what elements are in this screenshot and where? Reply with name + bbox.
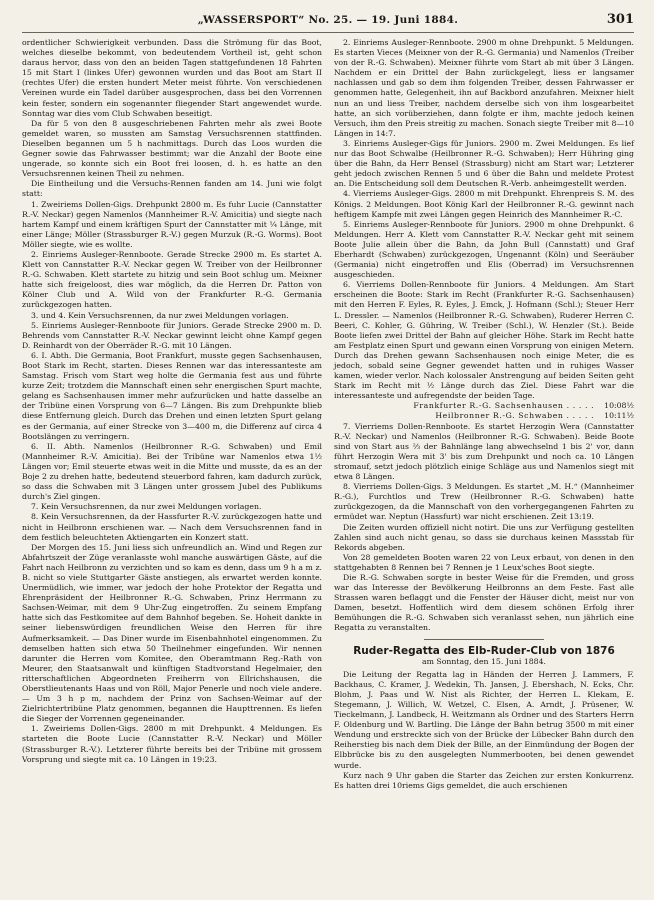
paragraph: 6. I. Abth. Die Germania, Boot Frankfurt, musste gegen Sachsenhausen, Boot Stark im Recht, starten. Dieses Rennen war das interessanteste am Samstag. Frisch vom Start weg holte die Germania fest aus und führte kurze Zeit; trotzdem die Mannschaft einen sehr energischen Spurt machte, gelang es Sachsenhausen immer mehr aufzurücken und hatte dasselbe an der Tribüne einen Vorsprung von 6—7 Längen. Bis zum Drehpunkte blieb diese Entfernung gleich. Durch das Drehen und einen letzten Spurt gelang es der Germania, auf einer Strecke von 3—400 m, die Differenz auf circa 4 Bootslängen zu verringern. xyxy=(22,350,322,441)
right-column-continued-text xyxy=(334,422,634,634)
paragraph: 1. Zweiriems Dollen-Gigs. Drehpunkt 2800 m. Es fuhr Lucie (Cannstatter R.-V. Neckar) gegen Namenlos (Mannheimer R.-V. Amicitia) und siegte nach hartem Kampf und einem kräftigen Spurt der Cannstatter mit ¼ Länge, mit einer Länge; Möller (Strassburger R.-V.) gegen Murzuk (R.-G. Worms). Boot Möller siegte, wie es wollte. xyxy=(22,199,322,249)
paragraph: ordentlicher Schwierigkeit verbunden. Dass die Strömung für das Boot, welches dieselbe bekommt, von bedeutendem Vortheil ist, geht schon daraus hervor, dass von den an beiden Tagen stattgefundenen 18 Fahrten 15 mit Start I (linkes Ufer) gewonnen wurden und das Boot am Start II (rechtes Ufer) die ersten hundert Meter meist führte. Von verschiedenen Vereinen wurde ein Tadel darüber ausgesprochen, dass bei den Vorrennen kein fester, sondern ein sogenannter fliegender Start angewendet wurde. Sonntag war dies vom Club Schwaben beseitigt. xyxy=(22,38,322,118)
paragraph: 6. II. Abth. Namenlos (Heilbronner R.-G. Schwaben) und Emil (Mannheimer R.-V. Amicitia). Bei der Tribüne war Namenlos etwa 1½ Längen vor; Emil steuerte etwas weit in die Mitte und musste, da es an der Boje 2 zu drehen hatte, bedeutend steuerbord fahren, kam dadurch zurück, so dass die Schwaben mit 3 Längen unter grossem Jubel des Publikums durch's Ziel gingen. xyxy=(22,441,322,502)
paragraph: 4. Vierriems Ausleger-Gigs. 2800 m mit Drehpunkt. Ehrenpreis S. M. des Königs. 2 Meldungen. Boot König Karl der Heilbronner R.-G. gewinnt nach heftigem Kampfe mit zwei Längen gegen Heinrich des Mannheimer R.-C. xyxy=(334,189,634,219)
paragraph: Die Zeiten wurden offiziell nicht notirt. Die uns zur Verfügung gestellten Zahlen sind auch nicht genau, so dass sie durchaus keinen Massstab für Rekords abgeben. xyxy=(334,522,634,552)
result-club: Heilbronner R.-G. Schwaben . . . . . xyxy=(435,411,595,421)
page-header-title: „WASSERSPORT“ No. 25. — 19. Juni 1884. xyxy=(197,14,459,26)
right-column-results-text xyxy=(334,38,634,401)
left-column xyxy=(22,38,322,791)
result-time: 10:11½ xyxy=(604,411,634,421)
section-title: Ruder-Regatta des Elb-Ruder-Club von 1876 xyxy=(353,644,615,657)
page-number: 301 xyxy=(606,12,634,27)
paragraph: 8. Vierriems Dollen-Gigs. 3 Meldungen. Es startet „M. H.“ (Mannheimer R.-G.), Furchtlos und Trew (Heilbronner R.-G. Schwaben) hatte zurückgezogen, da die Mannschaft von den vorhergegangenen Fahrten zu ermüdet war. Neptun (Hassfurt) war nicht erschienen. Zeit 13:19. xyxy=(334,482,634,522)
paragraph: 1. Zweiriems Dollen-Gigs. 2800 m mit Drehpunkt. 4 Meldungen. Es starteten die Boote Lucie (Cannstatter R.-V. Neckar) und Möller (Strassburger R.-V.). Letzterer führte bereits bei der Tribüne mit grossem Vorsprung und siegte mit ca. 10 Längen in 19:23. xyxy=(22,724,322,764)
result-row xyxy=(334,401,634,411)
section-divider xyxy=(424,639,544,640)
paragraph: 6. Vierriems Dollen-Rennboote für Juniors. 4 Meldungen. Am Start erscheinen die Boote: Stark im Recht (Frankfurter R.-G. Sachsenhausen) mit den Herren F. Eyles, R. Eyles, J. Emck, J. Hofmann (Schl.); Steuer Herr L. Dressler. — Namenlos (Heilbronner R.-G. Schwaben), Ruderer Herren C. Beeri, C. Kohler, G. Gühring, W. Treiber (Schl.), W. Henzler (St.). Beide Boote liefen zwei Drittel der Bahn auf gleicher Höhe. Stark im Recht hatte am Festplatz einen Spurt und gewann einen Vorsprung von einigen Metern. Durch das Drehen gewann Sachsenhausen noch einige Meter, die es jedoch, sobald seine Gegner gewendet hatten und in ruhiges Wasser kamen, wieder verlor. Nach kolossaler Anstrengung auf beiden Seiten geht Stark im Recht mit ½ Länge durch das Ziel. Diese Fahrt war die interessanteste und aufregendste der beiden Tage. xyxy=(334,280,634,401)
page-header xyxy=(22,14,634,33)
race-results-table xyxy=(334,401,634,421)
paragraph: 7. Vierriems Dollen-Rennboote. Es startet Herzogin Wera (Cannstatter R.-V. Neckar) und Namenlos (Heilbronner R.-G. Schwaben). Beide Boote sind von Start aus ⅔ der Bahnlänge lang abwechselnd 1 bis 2' vor, dann führt Herzogin Wera mit 3' bis zum Drehpunkt und noch ca. 10 Längen stromauf, setzt jedoch plötzlich einige Schläge aus und Namenlos siegt mit etwa 8 Längen. xyxy=(334,421,634,482)
paragraph: 5. Einriems Ausleger-Rennboote für Juniors. 2900 m ohne Drehpunkt. 6 Meldungen. Herr A. Klett vom Cannstatter R.-V. Neckar geht mit seinem Boote Julie allein über die Bahn, da John Bull (Cannstatt) und Graf Eberhardt (Schwaben) zurückgezogen, Ungenannt (Köln) und Seeräuber (Germania) nicht eingetroffen und Elis (Oberrad) im Versuchsrennen ausgeschieden. xyxy=(334,219,634,280)
paragraph: 8. Kein Versuchsrennen, da der Hassfurter R.-V. zurückgezogen hatte und nicht in Heilbronn erschienen war. — Nach dem Versuchsrennen fand in dem festlich beleuchteten Aktiengarten ein Konzert statt. xyxy=(22,512,322,542)
result-club: Frankfurter R.-G. Sachsenhausen . . . . . xyxy=(413,401,595,411)
paragraph: 5. Einriems Ausleger-Rennboote für Juniors. Gerade Strecke 2900 m. D. Behrends vom Cannstatter R.-V. Neckar gewinnt leicht ohne Kampf gegen D. Reinhardt von der Oberräder R.-G. mit 10 Längen. xyxy=(22,320,322,350)
right-column xyxy=(334,38,634,791)
paragraph: Die Leitung der Regatta lag in Händen der Herren J. Lammers, F. Backhaus, C. Kramer, J. Wedekin, Th. Jansen, J. Ebershach, N. Ecks, Chr. Blohm, J. Paas und W. Nist als Richter, der Herren L. Klekam, E. Stegemann, J. Willich, W. Wetzel, C. Elsen, A. Arndt, J. Prüsener, W. Tieckelmann, J. Landbeck, H. Weitzmann als Ordner und des Starters Herrn F. Oldenburg und W. Bartling. Die Länge der Bahn betrug 3500 m mit einer Wendung und erstreckte sich von der Brücke der Lübecker Bahn durch den Reiherstieg bis nach dem Diek der Bille, an der Einmündung der Bogen der Elbbrücke bis zu den ausgelegten Nummerbooten, bei denen gewendet wurde. xyxy=(334,669,634,770)
paragraph: 7. Kein Versuchsrennen, da nur zwei Meldungen vorlagen. xyxy=(31,502,262,512)
result-row xyxy=(334,411,634,421)
paragraph: Von 28 gemeldeten Booten waren 22 von Leux erbaut, von denen in den stattgehabten 8 Rennen bei 7 Rennen je 1 Leux'sches Boot siegte. xyxy=(334,552,634,572)
paragraph: 3. Einriems Ausleger-Gigs für Juniors. 2900 m. Zwei Meldungen. Es lief nur das Boot Schwalbe (Heilbronner R.-G. Schwaben); Herr Hühring ging über die Bahn, da Herr Bensel (Strassburg) nicht am Start war; Letzterer geht jedoch zwischen Rennen 5 und 6 über die Bahn und meldete Protest an. Die Entscheidung soll dem Deutschen R.-Verb. anheimgestellt werden. xyxy=(334,138,634,189)
paragraph: Der Morgen des 15. Juni liess sich unfreundlich an. Wind und Regen zur Abfahrtszeit der Züge veranlasste wohl manche auswärtigen Gäste, auf die Fahrt nach Heilbronn zu verzichten und so kam es denn, dass um 9 h a m z. B. nicht so viele Stuttgarter Gäste anstiegen, als erwartet werden konnte. Unermüdlich, wie immer, war jedoch der hohe Protektor der Regatta und Ehrenpräsident der Heilbronner R.-G. Schwaben, Prinz Herrmann zu Sachsen-Weimar, mit dem 9 Uhr-Zug eingetroffen. Zu seinem Empfang hatte sich das Festkomitee auf dem Bahnhof begeben. Se. Hoheit dankte in seiner liebenswürdigen freundlichen Weise den Herren für ihre Aufmerksamkeit. — Das Diner wurde im Eisenbahnhotel eingenommen. Zu demselben hatten sich etwa 50 Theilnehmer eingefunden. Wir nennen darunter die Herren vom Komitee, den Oberamtmann Reg.-Rath von Meurer, den Staatsanwalt und künftigen Stadtvorstand Hegelmaier, den ritterschaftlichen Abgeordneten Freiherrn von Ellrichshausen, die Oberstlieutenants Haas und von Röll, Major Penerle und noch viele andere. — Um 3 h p m, nachdem der Prinz von Sachsen-Weimar auf der Zielrichtertribüne Platz genommen, begannen die Haupttrennen. Es liefen die Sieger der Vorrennen gegeneinander. xyxy=(22,542,322,724)
paragraph: Kurz nach 9 Uhr gaben die Starter das Zeichen zur ersten Konkurrenz. Es hatten drei 10riems Gigs gemeldet, die auch erschienen xyxy=(334,770,634,790)
paragraph: 3. und 4. Kein Versuchsrennen, da nur zwei Meldungen vorlagen. xyxy=(31,310,289,320)
paragraph: Da für 5 von den 8 ausgeschriebenen Fahrten mehr als zwei Boote gemeldet waren, so mussten am Samstag Versuchsrennen stattfinden. Dieselben begannen um 5 h nachmittags. Durch das Loos wurden die Gegner sowie das Fahrwasser bestimmt; war die Anzahl der Boote eine ungerade, so konnte sich ein Boot frei loosen, d. h. es hatte an den Versuchsrennen keinen Theil zu nehmen. xyxy=(22,118,322,179)
section-subtitle: am Sonntag, den 15. Juni 1884. xyxy=(421,656,547,666)
paragraph: Die Eintheilung und die Versuchs-Rennen fanden am 14. Juni wie folgt statt: xyxy=(22,179,322,199)
paragraph: 2. Einriems Ausleger-Rennboote. Gerade Strecke 2900 m. Es startet A. Klett von Cannstatter R.-V. Neckar gegen W. Treiber von der Heilbronner R.-G. Schwaben. Klett startete zu hitzig und sein Boot schlug um. Meixner hatte sich freigeloost, dies war möglich, da die Herren Dr. Patton von Kölner Club und A. Wild von der Frankfurter R.-G. Germania zurückgezogen hatten. xyxy=(22,249,322,310)
paragraph: Die R.-G. Schwaben sorgte in bester Weise für die Fremden, und gross war das Interesse der Bevölkerung Heilbronns an dem Feste. Fast alle Strassen waren beflaggt und die Fenster der Häuser dicht, meist nur von Damen, besetzt. Hoffentlich wird dem diesem schönen Erfolg ihrer Bemühungen die R.-G. Schwaben sich veranlasst sehen, nun jährlich eine Regatta zu veranstalten. xyxy=(334,572,634,633)
paragraph: 2. Einriems Ausleger-Rennboote. 2900 m ohne Drehpunkt. 5 Meldungen. Es starten Vieces (Meixner von der R.-G. Germania) und Namenlos (Treiber von der R.-G. Schwaben). Meixner führte vom Start ab mit über 3 Längen. Nachdem er ein Drittel der Bahn zurückgelegt, liess er langsamer nachlassen und gab so dem ihm folgenden Treiber, dessen Fahrwasser er genommen hatte, Gelegenheit, ihn auf Backbord anzufahren. Meixner hielt nun an und liess Treiber, nachdem derselbe sich von ihm losgearbeitet hatte, an sich vorüberziehen, dann folgte er ihm, machte jedoch keinen Versuch, ihm den Preis streitig zu machen. Sonach siegte Treiber mit 8—10 Längen in 14:7. xyxy=(334,38,634,138)
section-body xyxy=(334,670,634,791)
article-columns xyxy=(22,38,634,791)
result-time: 10:08½ xyxy=(604,401,634,411)
